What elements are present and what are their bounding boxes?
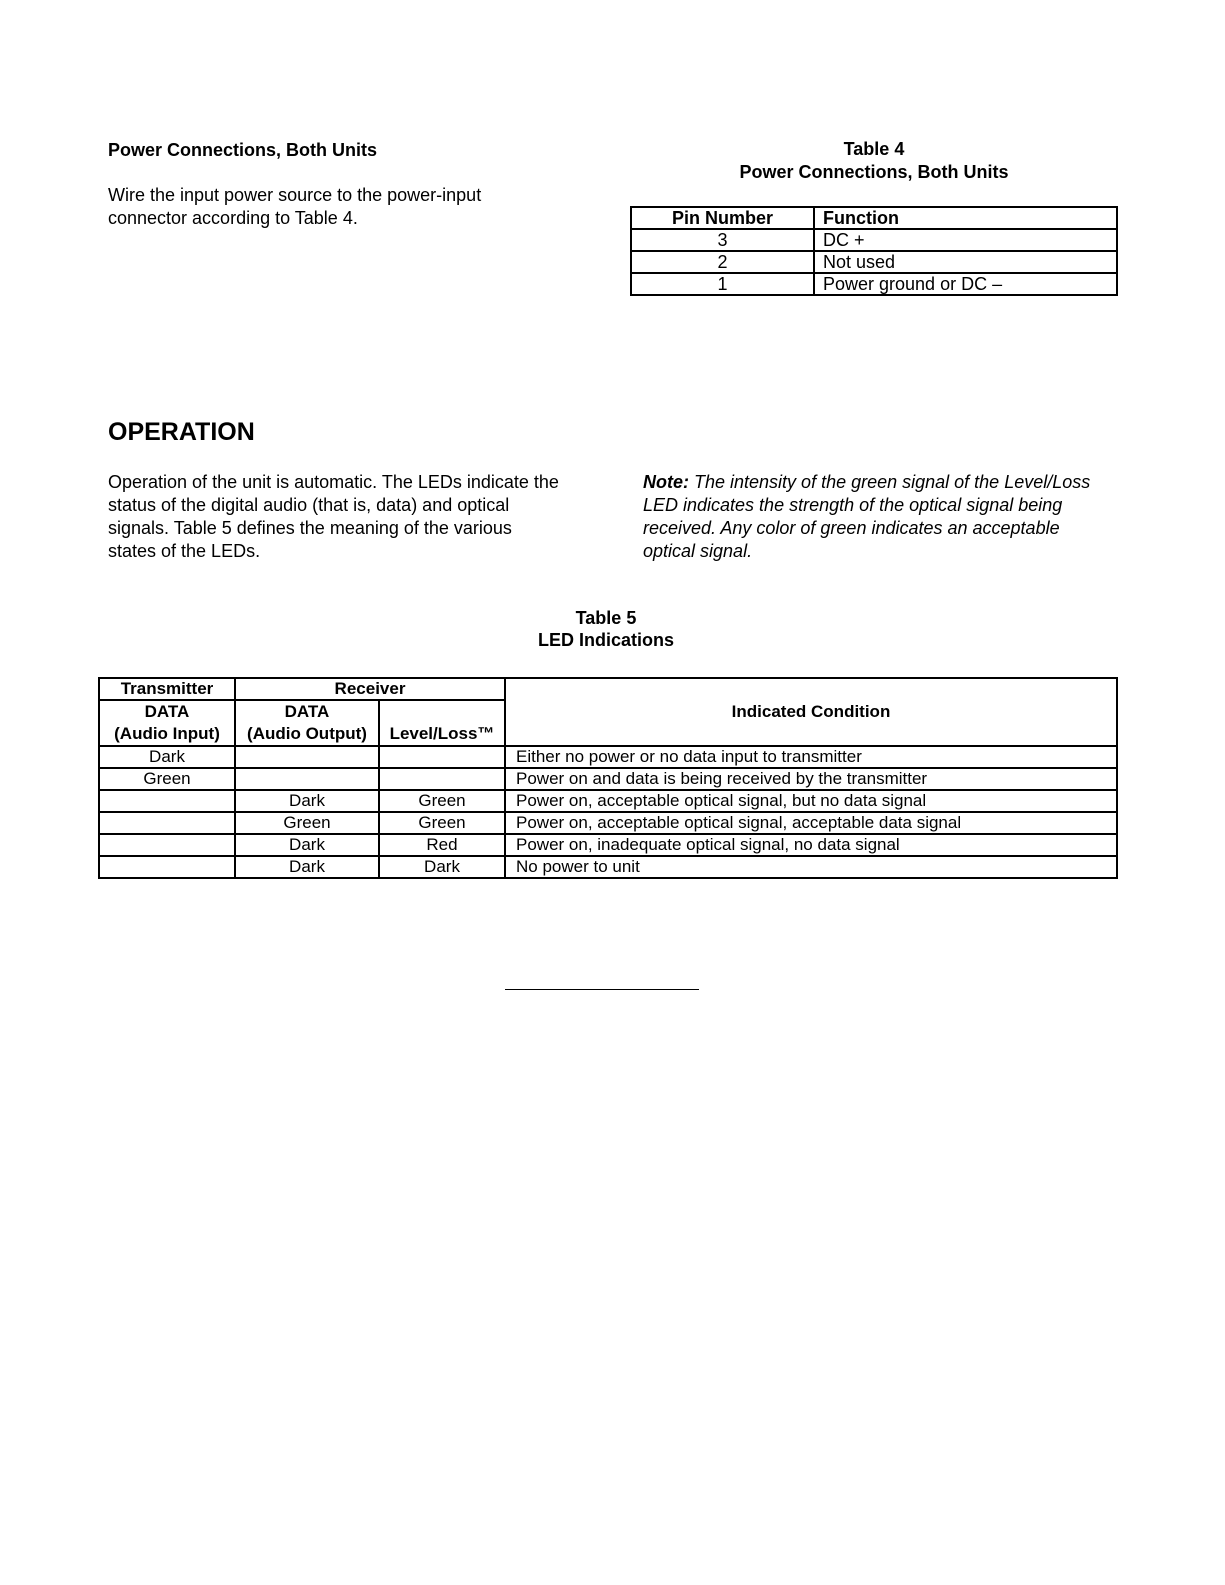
indicated-condition-header: Indicated Condition xyxy=(505,678,1117,746)
table-row xyxy=(631,273,1117,295)
table-group-header-row xyxy=(99,678,1117,700)
tx-data-header xyxy=(99,700,235,746)
function-cell: DC + xyxy=(814,229,1117,251)
rx-data-cell xyxy=(235,746,379,768)
table-header-cell: Pin Number xyxy=(631,207,814,229)
table-header-cell: Function xyxy=(814,207,1117,229)
tx-data-header-line1: DATA xyxy=(144,702,190,721)
function-cell: Power ground or DC – xyxy=(814,273,1117,295)
power-connections-text: Wire the input power source to the power-input connector according to Table 4. xyxy=(108,185,482,228)
footnote-separator xyxy=(505,989,699,990)
rx-data-cell: Dark xyxy=(235,834,379,856)
tx-data-cell: Dark xyxy=(99,746,235,768)
table-row xyxy=(99,768,1117,790)
pin-number-cell: 2 xyxy=(631,251,814,273)
pin-number-cell: 3 xyxy=(631,229,814,251)
table-row xyxy=(99,812,1117,834)
rx-data-header-line2: (Audio Output) xyxy=(247,724,367,743)
tx-data-cell xyxy=(99,812,235,834)
note-label: Note: xyxy=(643,472,689,492)
tx-data-cell xyxy=(99,834,235,856)
condition-cell: No power to unit xyxy=(505,856,1117,878)
table-row xyxy=(631,229,1117,251)
tx-data-header-line2: (Audio Input) xyxy=(114,724,220,743)
tx-data-cell: Green xyxy=(99,768,235,790)
receiver-group-header: Receiver xyxy=(235,678,505,700)
table4-caption-title: Power Connections, Both Units xyxy=(739,162,1009,182)
condition-cell: Either no power or no data input to transmitter xyxy=(505,746,1117,768)
rx-level-loss-header: Level/Loss™ xyxy=(379,700,505,746)
note-paragraph xyxy=(643,471,1113,563)
rx-data-cell: Green xyxy=(235,812,379,834)
function-cell: Not used xyxy=(814,251,1117,273)
operation-text: Operation of the unit is automatic. The LEDs indicate the status of the digital audio (that is, data) and optical signals. Table 5 defines the meaning of the various states of the LEDs. xyxy=(108,472,559,561)
condition-cell: Power on, inadequate optical signal, no data signal xyxy=(505,834,1117,856)
table-row xyxy=(99,856,1117,878)
rx-data-cell: Dark xyxy=(235,790,379,812)
table-header-row xyxy=(631,207,1117,229)
condition-cell: Power on and data is being received by the transmitter xyxy=(505,768,1117,790)
pin-number-cell: 1 xyxy=(631,273,814,295)
rx-data-cell: Dark xyxy=(235,856,379,878)
power-connections-table xyxy=(630,206,1118,296)
table-row xyxy=(631,251,1117,273)
rx-level-cell: Red xyxy=(379,834,505,856)
condition-cell: Power on, acceptable optical signal, but no data signal xyxy=(505,790,1117,812)
transmitter-group-header: Transmitter xyxy=(99,678,235,700)
rx-level-cell: Dark xyxy=(379,856,505,878)
tx-data-cell xyxy=(99,856,235,878)
table5-caption-title: LED Indications xyxy=(537,630,674,650)
rx-data-header-line1: DATA xyxy=(284,702,330,721)
operation-heading: OPERATION xyxy=(108,418,255,446)
tx-data-cell xyxy=(99,790,235,812)
rx-data-header xyxy=(235,700,379,746)
rx-data-cell xyxy=(235,768,379,790)
table-row xyxy=(99,746,1117,768)
table-row xyxy=(99,834,1117,856)
rx-level-cell xyxy=(379,768,505,790)
rx-level-cell xyxy=(379,746,505,768)
led-indications-table xyxy=(98,677,1118,879)
note-body: The intensity of the green signal of the Level/Loss LED indicates the strength of the optical signal being received. Any color of green indicates an acceptable optical signal. xyxy=(643,472,1091,561)
condition-cell: Power on, acceptable optical signal, acceptable data signal xyxy=(505,812,1117,834)
rx-level-cell: Green xyxy=(379,812,505,834)
rx-level-cell: Green xyxy=(379,790,505,812)
table4-caption-number: Table 4 xyxy=(843,139,905,159)
power-connections-heading: Power Connections, Both Units xyxy=(108,140,378,160)
table-row xyxy=(99,790,1117,812)
table5-caption-number: Table 5 xyxy=(575,608,637,628)
